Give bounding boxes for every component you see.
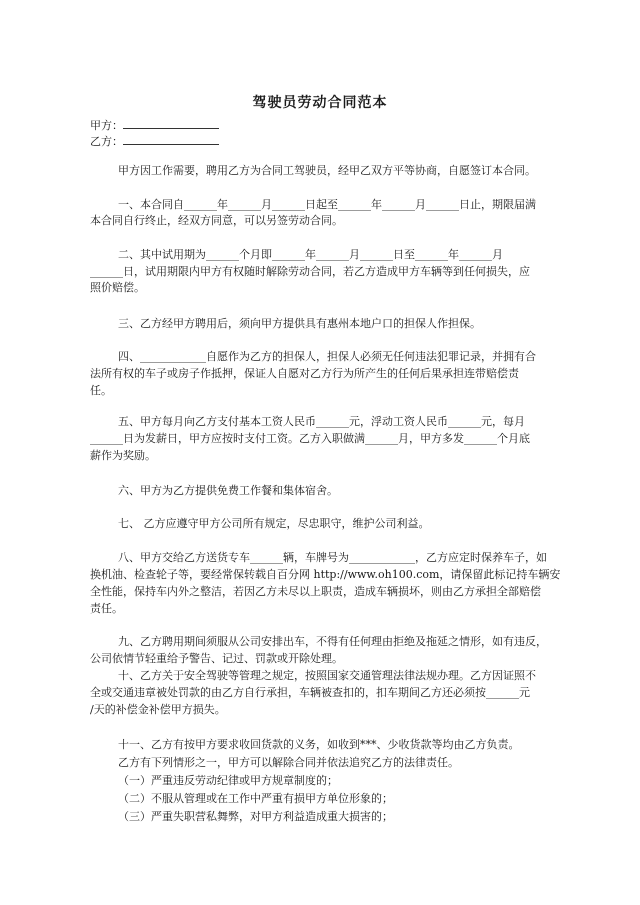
clause-4-line-3: 任。 <box>90 384 112 397</box>
clause-11-item-3: （三）严重失职营私舞弊，对甲方利益造成重大损害的； <box>118 810 393 823</box>
clause-11-item-1: （一）严重违反劳动纪律或甲方规章制度的； <box>118 774 338 787</box>
intro-line: 甲方因工作需要，聘用乙方为合同工驾驶员，经甲乙双方平等协商，自愿签订本合同。 <box>118 164 536 177</box>
clause-9-line-2: 公司依情节轻重给予警告、记过、罚款或开除处理。 <box>90 652 343 665</box>
clause-7-line-1: 七、 乙方应遵守甲方公司所有规定，尽忠职守，维护公司利益。 <box>118 517 430 530</box>
party-a-label: 甲方： <box>90 119 123 132</box>
clause-10-line-1: 十、乙方关于安全驾驶等管理之规定，按照国家交通管理法律法规办理。乙方因证照不 <box>118 669 536 682</box>
clause-5-line-2: ______日为发薪日，甲方应按时支付工资。乙方入职做满______月，甲方多发______个月底 <box>90 432 530 445</box>
clause-8-line-1: 八、甲方交给乙方送货专车______辆，车牌号为____________，乙方应定时保养车子，如 <box>118 551 547 564</box>
clause-10-line-2: 全或交通违章被处罚款的由乙方自行承担，车辆被查扣的，扣车期间乙方还必须按______元 <box>90 686 530 699</box>
party-b-line <box>90 134 560 149</box>
party-a-blank <box>123 118 219 129</box>
clause-8-line-3: 全性能，保持车内外之整洁，若因乙方未尽以上职责，造成车辆损坏，则由乙方承担全部赔偿 <box>90 585 541 598</box>
clause-11-line-2: 乙方有下列情形之一，甲方可以解除合同并依法追究乙方的法律责任。 <box>118 756 459 769</box>
clause-4-line-2: 法所有权的车子或房子作抵押，保证人自愿对乙方行为所产生的任何后果承担连带赔偿责 <box>90 367 519 380</box>
clause-8-line-2: 换机油、检查轮子等，要经常保转载自百分网 http://www.oh100.com，请保留此标记持车辆安 <box>90 568 561 581</box>
clause-9-line-1: 九、乙方聘用期间须服从公司安排出车，不得有任何理由拒绝及拖延之情形，如有违反， <box>118 635 547 648</box>
clause-1-line-2: 本合同自行终止，经双方同意，可以另签劳动合同。 <box>90 214 343 227</box>
clause-8-line-4: 责任。 <box>90 602 123 615</box>
clause-2-line-2: ______日，试用期限内甲方有权随时解除劳动合同，若乙方造成甲方车辆等到任何损失，应 <box>90 265 530 278</box>
party-b-blank <box>123 134 219 145</box>
clause-1-line-1: 一、本合同自______年______月______日起至______年______月______日止，期限届满 <box>118 198 536 211</box>
clause-3-line-1: 三、乙方经甲方聘用后，须向甲方提供具有惠州本地户口的担保人作担保。 <box>118 317 481 330</box>
party-b-label: 乙方： <box>90 135 123 148</box>
clause-6-line-1: 六、甲方为乙方提供免费工作餐和集体宿舍。 <box>118 484 338 497</box>
clause-5-line-1: 五、甲方每月向乙方支付基本工资人民币______元，浮动工资人民币______元，每月 <box>118 415 525 428</box>
document-title: 驾驶员劳动合同范本 <box>252 95 388 111</box>
clause-4-line-1: 四、____________自愿作为乙方的担保人，担保人必须无任何违法犯罪记录，并拥有合 <box>118 350 536 363</box>
clause-10-line-3: /天的补偿金补偿甲方损失。 <box>90 703 226 716</box>
clause-5-line-3: 薪作为奖励。 <box>90 449 156 462</box>
clause-11-item-2: （二）不服从管理或在工作中严重有损甲方单位形象的； <box>118 792 393 805</box>
clause-11-line-1: 十一、乙方有按甲方要求收回货款的义务，如收到***、少收货款等均由乙方负责。 <box>118 738 520 751</box>
clause-2-line-3: 照价赔偿。 <box>90 281 145 294</box>
clause-2-line-1: 二、其中试用期为______个月即______年______月______日至______年______月 <box>118 248 503 261</box>
party-a-line <box>90 118 560 133</box>
